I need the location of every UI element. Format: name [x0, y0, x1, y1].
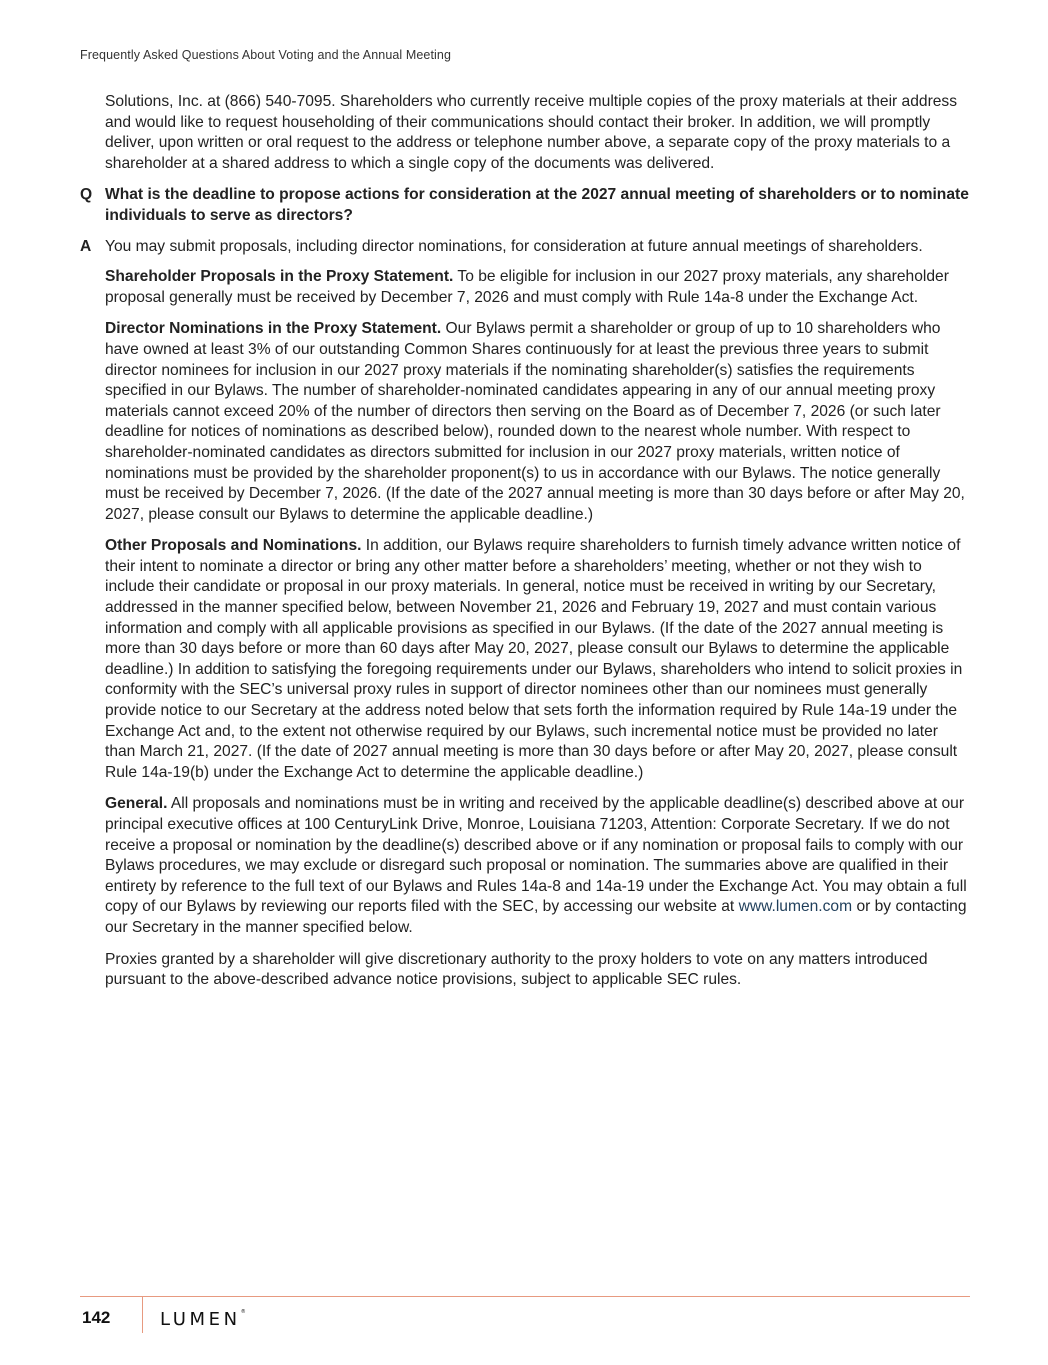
other-proposals-paragraph — [80, 536, 972, 783]
director-nominations-paragraph — [80, 319, 972, 525]
shareholder-proposals-heading: Shareholder Proposals in the Proxy Statement. — [105, 268, 454, 286]
director-nominations-body: Our Bylaws permit a shareholder or group of up to 10 shareholders who have owned at least 3% of our outstanding Common Shares continuously for at least the previous three years to submit director nominees for inclusion in our 2027 proxy materials if the nominating shareholder(s) satisfies the requirements specified in our Bylaws. The number of shareholder-nominated candidates appearing in any of our annual meeting proxy materials cannot exceed 20% of the number of directors then serving on the Board as of December 7, 2026 (or such later deadline for notices of nominations as described below), rounded down to the nearest whole number. With respect to shareholder-nominated candidates as directors submitted for inclusion in our 2027 proxy materials, written notice of nominations must be provided by the shareholder proponent(s) to us in accordance with our Bylaws. The notice generally must be received by December 7, 2026. (If the date of the 2027 annual meeting is more than 30 days before or after May 20, 2027, please consult our Bylaws to determine the applicable deadline.) — [105, 320, 965, 523]
lumen-logo-text: LUMEN — [160, 1309, 241, 1330]
intro-paragraph: Solutions, Inc. at (866) 540-7095. Shareholders who currently receive multiple copies of the proxy materials at their address and would like to request householding of their communications should contact their broker. In addition, we will promptly deliver, upon written or oral request to the address or telephone number above, a separate copy of the proxy materials to a shareholder at a shared address to which a single copy of the documents was delivered. — [105, 93, 958, 172]
page-content — [80, 92, 972, 1002]
shareholder-proposals-paragraph — [80, 267, 972, 308]
director-nominations-heading: Director Nominations in the Proxy Statement. — [105, 320, 442, 338]
answer-text: You may submit proposals, including director nominations, for consideration at future annual meetings of shareholders. — [105, 237, 923, 255]
general-body-end: or by contacting our Secretary in the manner specified below. — [105, 898, 967, 936]
answer-marker: A — [80, 237, 92, 255]
general-body-start: All proposals and nominations must be in writing and received by the applicable deadline(s) described above at our principal executive offices at 100 CenturyLink Drive, Monroe, Louisiana 71203, Attention: Corporate Secretary. If we do not receive a proposal or nomination by the deadline(s) described above or if any nomination or proposal fails to comply with our Bylaws procedures, we may exclude or disregard such proposal or nomination. The summaries above are qualified in their entirety by reference to the full text of our Bylaws and Rules 14a-8 and 14a-19 under the Exchange Act. You may obtain a full copy of our Bylaws by reviewing our reports filed with the SEC, by accessing our website at — [105, 795, 967, 916]
other-proposals-body: In addition, our Bylaws require shareholders to furnish timely advance written notice of their intent to nominate a director or bring any other matter before a shareholders’ meeting, whether or not they wish to include their candidate or proposal in our proxy materials. In general, notice must be received in writing by our Secretary, addressed in the manner specified below, between November 21, 2026 and February 19, 2027 and must contain various information and comply with all applicable provisions as specified in our Bylaws. (If the date of the 2027 annual meeting is more than 30 days before or more than 60 days after May 20, 2027, please consult our Bylaws to determine the applicable deadline.) In addition to satisfying the foregoing requirements under our Bylaws, shareholders who intend to solicit proxies in conformity with the SEC’s universal proxy rules in support of director nominees other than our nominees must generally provide notice to our Secretary at the address noted below that sets forth the information required by Rule 14a-19 under the Exchange Act and, to the extent not otherwise required by our Bylaws, such incremental notice must be provided no later than March 21, 2027. (If the date of 2027 annual meeting is more than 30 days before or after May 20, 2027, please consult Rule 14a-19(b) under the Exchange Act to determine the applicable deadline.) — [105, 537, 963, 781]
general-paragraph — [80, 794, 972, 938]
question-row — [80, 185, 972, 226]
lumen-logo-mark: ® — [240, 1309, 246, 1315]
running-header: Frequently Asked Questions About Voting and the Annual Meeting — [80, 48, 452, 62]
footer-divider — [142, 1297, 143, 1333]
question-text: What is the deadline to propose actions for consideration at the 2027 annual meeting of shareholders or to nominate individuals to serve as directors? — [105, 186, 969, 224]
question-marker: Q — [80, 186, 93, 204]
page-number: 142 — [82, 1308, 111, 1327]
proxies-paragraph: Proxies granted by a shareholder will give discretionary authority to the proxy holders to vote on any matters introduced pursuant to the above-described advance notice provisions, subject to applicable SEC rules. — [105, 950, 928, 989]
lumen-website-link[interactable]: www.lumen.com — [738, 898, 853, 916]
answer-row — [80, 237, 972, 258]
general-heading: General. — [105, 795, 168, 813]
footer-rule — [80, 1296, 970, 1297]
shareholder-proposals-body: To be eligible for inclusion in our 2027 proxy materials, any shareholder proposal generally must be received by December 7, 2026 and must comply with Rule 14a-8 under the Exchange Act. — [105, 268, 949, 306]
other-proposals-heading: Other Proposals and Nominations. — [105, 537, 362, 555]
lumen-logo — [160, 1309, 246, 1330]
